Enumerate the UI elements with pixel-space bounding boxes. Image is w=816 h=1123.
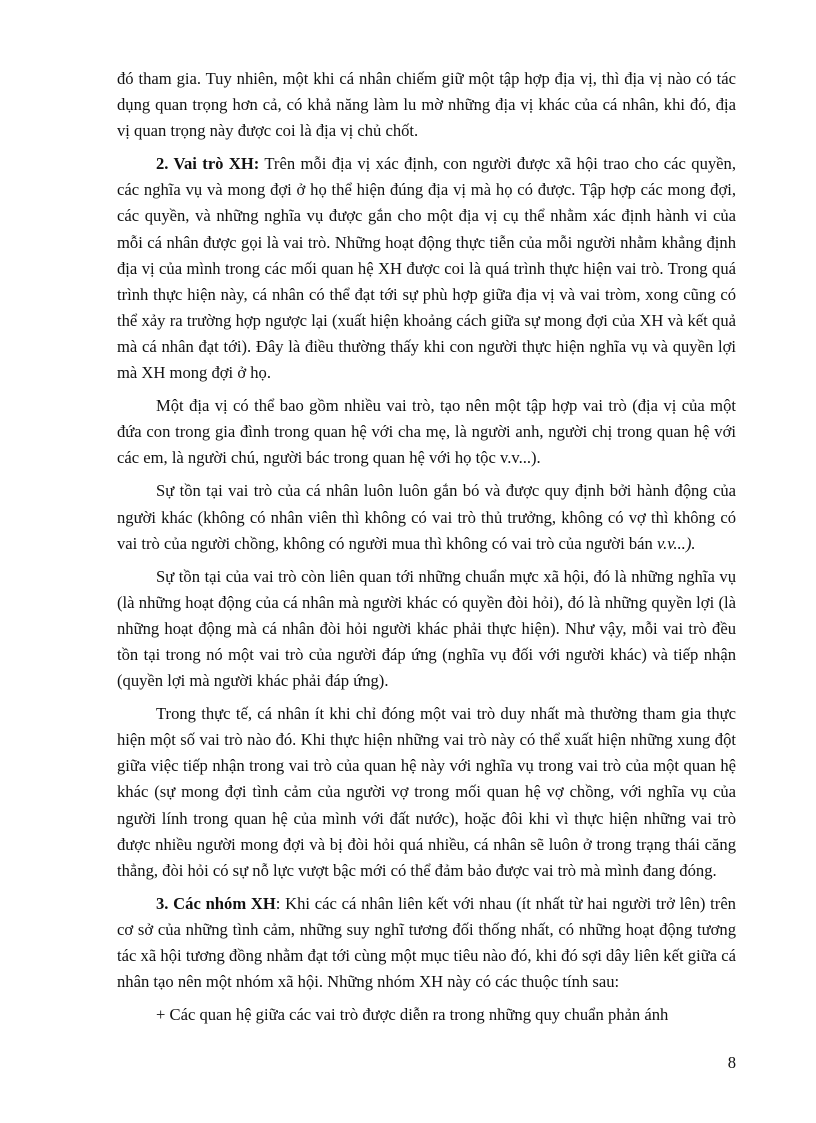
- paragraph-text: Trên mỗi địa vị xác định, con người được xã hội trao cho các quyền, các nghĩa vụ và mong đợi ở họ thể hiện đúng địa vị mà họ có được. Tập hợp các mong đợi, các quyền, và những nghĩa vụ được gắn cho một địa vị cụ thể nhằm xác định hành vi của mỗi cá nhân được gọi là vai trò. Những hoạt động thực tiễn của mỗi người nhằm khẳng định địa vị của mình trong các mối quan hệ XH được coi là quá trình thực hiện vai trò. Trong quá trình thực hiện này, cá nhân có thể đạt tới sự phù hợp giữa địa vị và vai tròm, xong cũng có thể xảy ra trường hợp ngược lại (xuất hiện khoảng cách giữa sự mong đợi của XH và kết quả mà cá nhân đạt tới). Đây là điều thường thấy khi con người thực hiện nghĩa vụ và quyền lợi mà XH mong đợi ở họ.: [117, 154, 736, 383]
- paragraph-role-conflict: Trong thực tế, cá nhân ít khi chỉ đóng một vai trò duy nhất mà thường tham gia thực hiện một số vai trò nào đó. Khi thực hiện những vai trò này có thể xuất hiện những xung đột giữa việc tiếp nhận trong vai trò của quan hệ này với nghĩa vụ trong vai trò của một quan hệ khác (sự mong đợi tình cảm của người vợ trong mối quan hệ vợ chồng, với nghĩa vụ của người lính trong quan hệ của mình với đất nước), hoặc đôi khi vì thực hiện những vai trò được nhiều người mong đợi và bị đòi hỏi quá nhiều, cá nhân sẽ luôn ở trong trạng thái căng thẳng, đòi hỏi có sự nỗ lực vượt bậc mới có thể đảm bảo được vai trò mà mình đang đóng.: [117, 704, 736, 880]
- document-body: [117, 66, 736, 1035]
- paragraph-continuation: đó tham gia. Tuy nhiên, một khi cá nhân chiếm giữ một tập hợp địa vị, thì địa vị nào có tác dụng quan trọng hơn cả, có khả năng làm lu mờ những địa vị khác của cá nhân, khi đó, địa vị quan trọng này được coi là địa vị chủ chốt.: [117, 69, 736, 141]
- section-heading-social-role: 2. Vai trò XH:: [156, 154, 260, 174]
- paragraph-role-existence: [117, 478, 736, 556]
- page-number: 8: [727, 1053, 736, 1072]
- paragraph-role-norms: Sự tồn tại của vai trò còn liên quan tới những chuẩn mực xã hội, đó là những nghĩa vụ (là những hoạt động của cá nhân mà người khác có quyền đòi hỏi), đó là những quyền lợi (là những hoạt động mà cá nhân đòi hỏi người khác phải thực hiện). Như vậy, mỗi vai trò đều tồn tại trong nó một vai trò của người đáp ứng (nghĩa vụ đối với người khác) và tiếp nhận (quyền lợi mà người khác phải đáp ứng).: [117, 566, 736, 691]
- section-heading-social-groups: 3. Các nhóm XH: [156, 893, 276, 913]
- paragraph-social-groups: [117, 891, 736, 995]
- paragraph-italic-text: v.v...).: [656, 533, 696, 553]
- paragraph-group-attribute: + Các quan hệ giữa các vai trò được diễn ra trong những quy chuẩn phản ánh: [156, 1005, 669, 1025]
- paragraph-social-role: [117, 151, 736, 386]
- paragraph-text: Sự tồn tại vai trò của cá nhân luôn luôn gắn bó và được quy định bởi hành động của người khác (không có nhân viên thì không có vai trò thủ trưởng, không có vợ thì không có vai trò của người chồng, không có người mua thì không có vai trò của người bán: [117, 481, 736, 553]
- paragraph-role-set: Một địa vị có thể bao gồm nhiều vai trò, tạo nên một tập hợp vai trò (địa vị của một đứa con trong gia đình trong quan hệ với cha mẹ, là người anh, người chị trong quan hệ với các em, là người chú, người bác trong quan hệ với họ tộc v.v...).: [117, 396, 736, 468]
- paragraph-text: : Khi các cá nhân liên kết với nhau (ít nhất từ hai người trở lên) trên cơ sở của những tình cảm, những suy nghĩ tương đối thống nhất, có những hoạt động tương tác xã hội tương đồng nhằm đạt tới cùng một mục tiêu nào đó, khi đó sợi dây liên kết giữa cá nhân tạo nên một nhóm xã hội. Những nhóm XH này có các thuộc tính sau:: [117, 893, 736, 992]
